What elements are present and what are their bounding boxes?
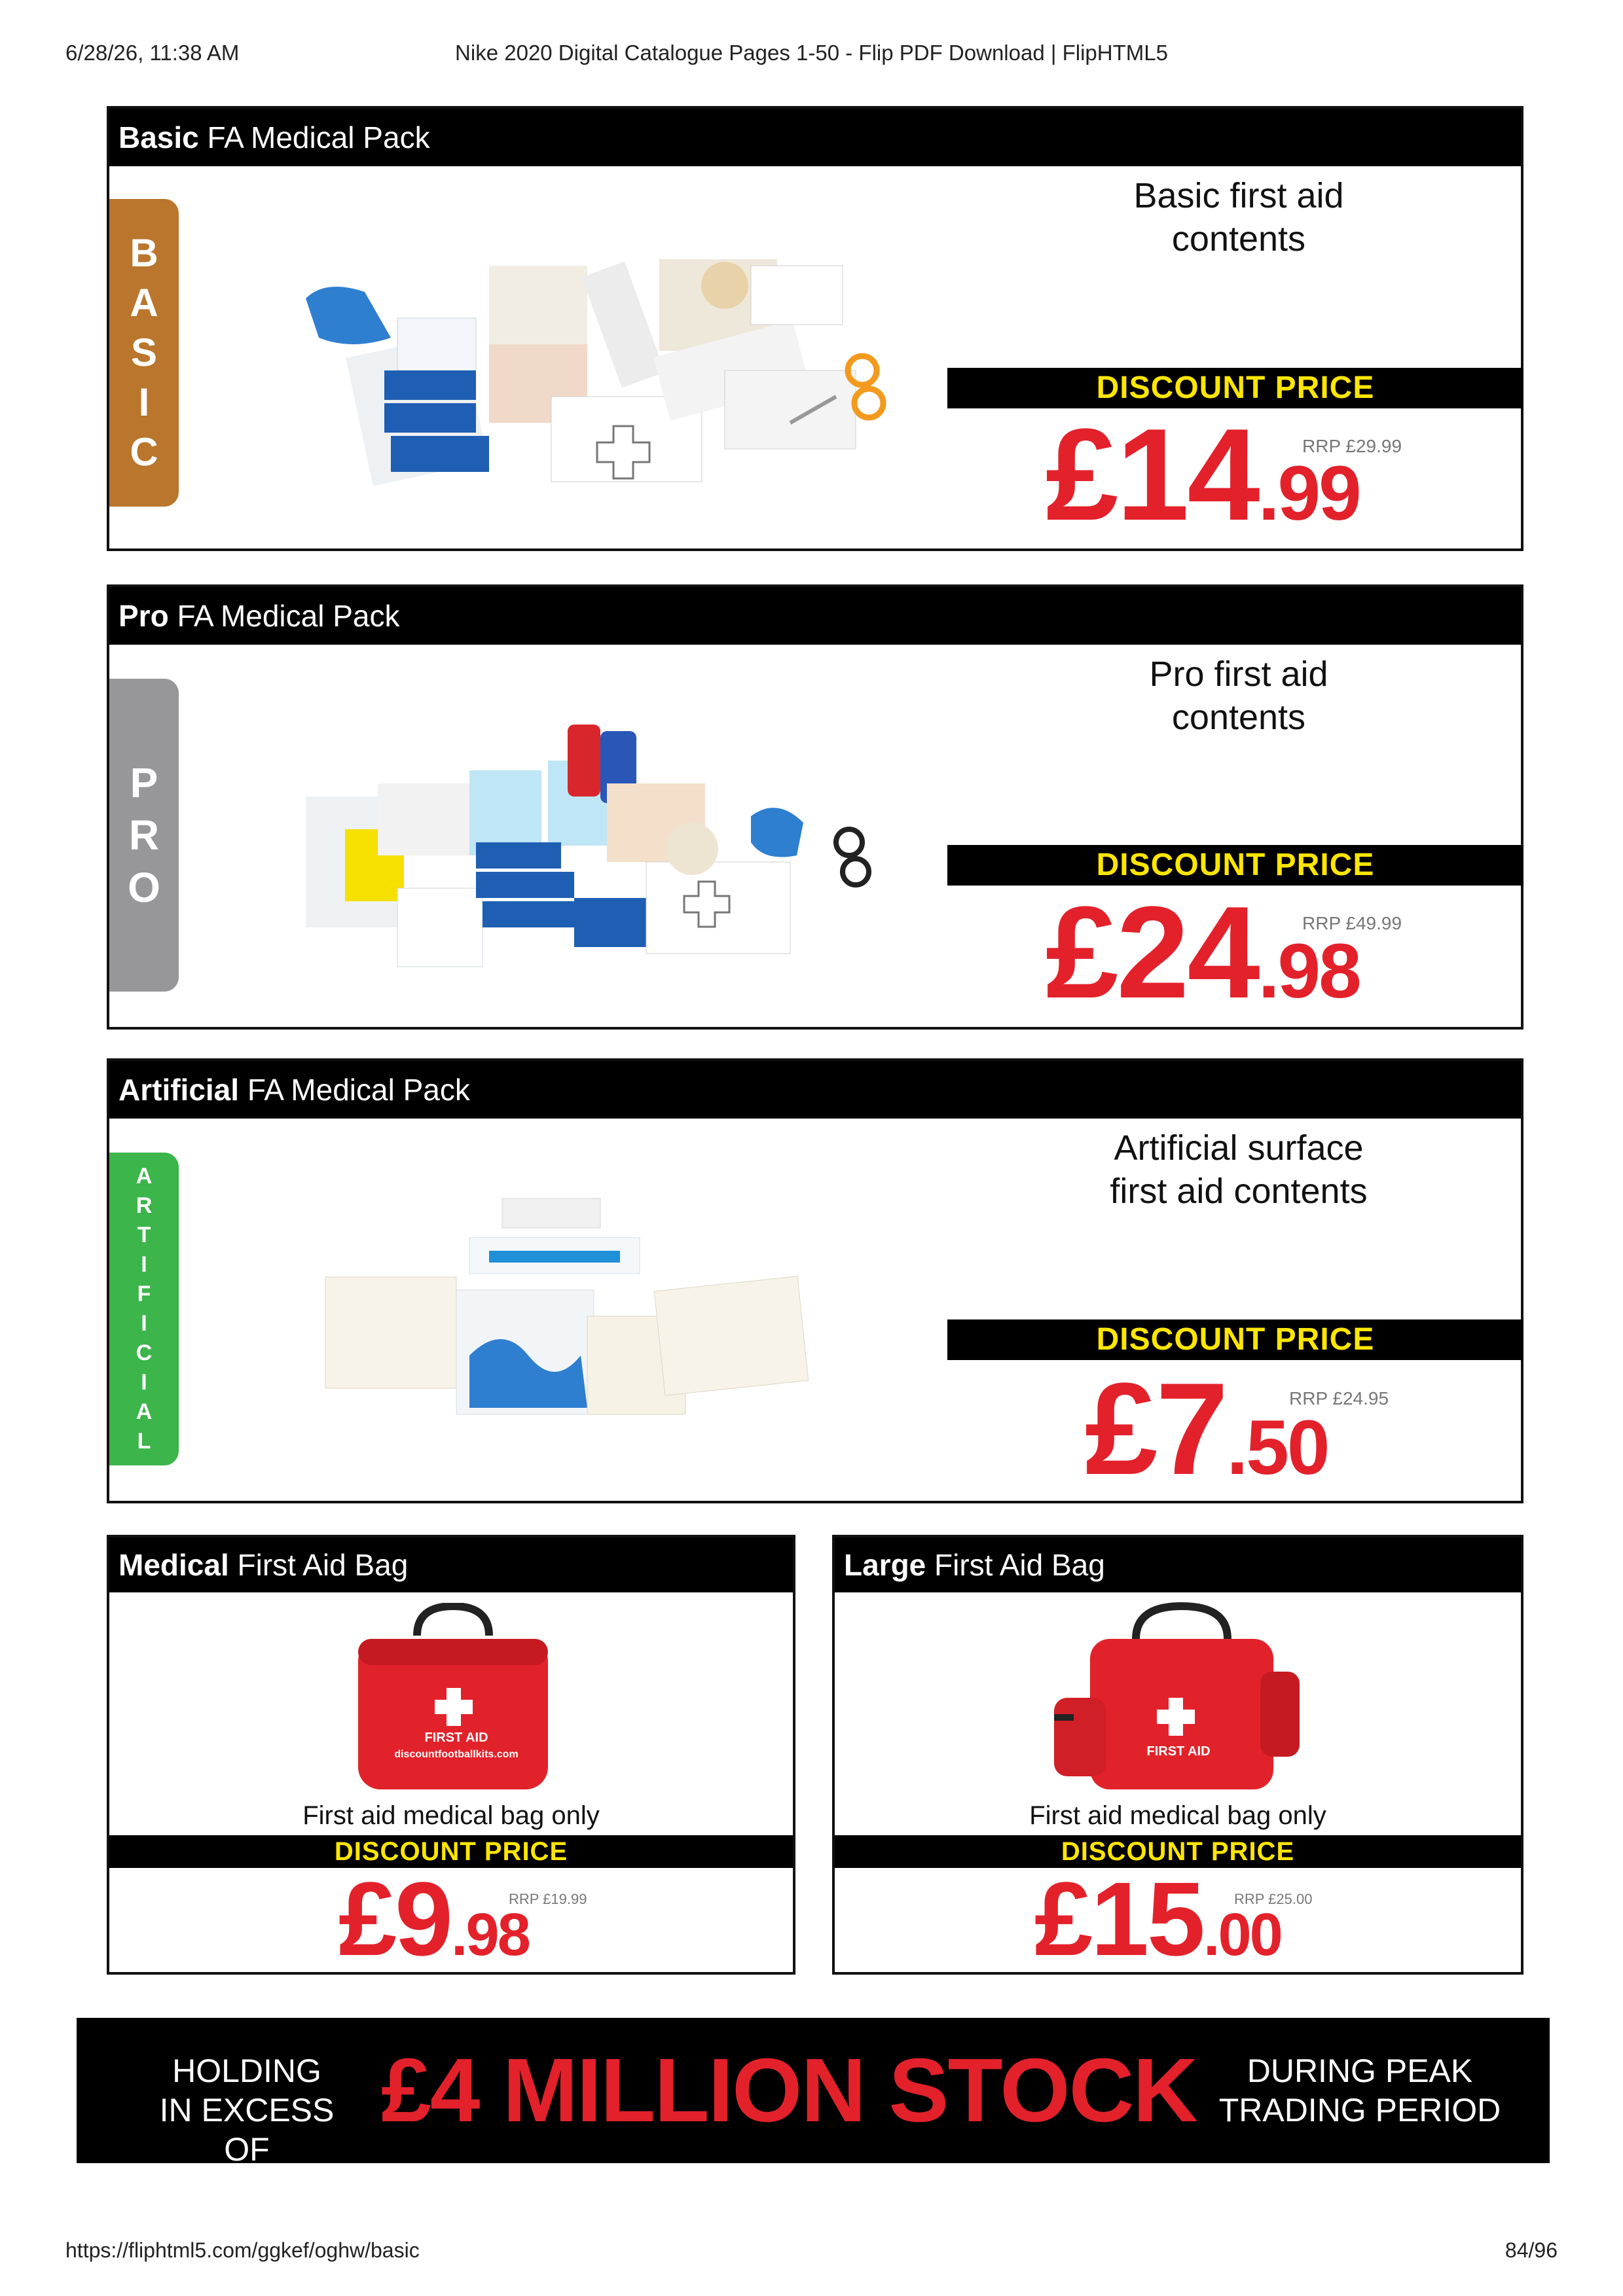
banner-right-text xyxy=(1216,2051,1504,2130)
product-description xyxy=(947,1126,1530,1213)
pro-kit-image xyxy=(293,685,895,980)
card-title-bold: Large xyxy=(844,1548,926,1582)
product-description: First aid medical bag only xyxy=(302,1801,600,1830)
card-title xyxy=(109,587,1521,645)
description-line: Artificial surface xyxy=(1114,1128,1364,1168)
tab-letter: P xyxy=(130,759,158,806)
product-card-artificial xyxy=(107,1058,1523,1503)
discount-price-bar: DISCOUNT PRICE xyxy=(947,1319,1523,1360)
banner-line: DURING PEAK xyxy=(1247,2053,1473,2089)
rrp-price: RRP £29.99 xyxy=(1302,436,1402,456)
tab-letter: F xyxy=(137,1282,151,1306)
discount-price-bar: DISCOUNT PRICE xyxy=(947,845,1523,886)
bag-print-url: discountfootballkits.com xyxy=(394,1749,519,1760)
card-title-rest: FA Medical Pack xyxy=(198,120,430,154)
tab-letter: C xyxy=(136,1340,153,1365)
bag-print-text: FIRST AID xyxy=(424,1731,488,1745)
discount-price-bar: DISCOUNT PRICE xyxy=(109,1835,793,1868)
page-url[interactable]: https://fliphtml5.com/ggkef/oghw/basic xyxy=(65,2238,420,2262)
product-card-medical-bag xyxy=(107,1535,795,1975)
card-title xyxy=(109,1061,1521,1119)
tab-letter: I xyxy=(141,1311,147,1336)
banner-left-text xyxy=(136,2051,358,2169)
price-decimal: .50 xyxy=(1226,1405,1328,1491)
discount-price xyxy=(1046,402,1360,548)
product-card-pro xyxy=(107,584,1523,1030)
category-tab-pro xyxy=(109,679,179,992)
discount-price-bar: DISCOUNT PRICE xyxy=(835,1835,1521,1868)
category-tab-basic xyxy=(109,199,179,507)
price-decimal: .98 xyxy=(450,1901,529,1968)
product-description xyxy=(947,653,1530,739)
description-line: Pro first aid xyxy=(1149,655,1328,694)
banner-line: IN EXCESS OF xyxy=(159,2092,335,2168)
rrp-price: RRP £19.99 xyxy=(509,1891,587,1907)
product-description xyxy=(947,174,1530,260)
banner-headline: £4 MILLION STOCK xyxy=(381,2040,1197,2141)
category-tab-artificial xyxy=(109,1153,179,1465)
tab-letter: R xyxy=(136,1193,153,1218)
page-number: 84/96 xyxy=(1504,2238,1558,2262)
discount-price xyxy=(1046,880,1360,1026)
description-line: Basic first aid xyxy=(1133,176,1344,215)
description-line: contents xyxy=(1171,219,1306,259)
tab-letter: I xyxy=(141,1370,147,1395)
price-main: £14 xyxy=(1046,402,1258,548)
card-title xyxy=(835,1537,1521,1592)
tab-letter: B xyxy=(130,231,158,275)
card-title-bold: Artificial xyxy=(119,1073,240,1107)
card-title-rest: FA Medical Pack xyxy=(168,599,400,633)
product-description: First aid medical bag only xyxy=(1029,1801,1326,1830)
rrp-price: RRP £49.99 xyxy=(1302,913,1402,933)
tab-letter: A xyxy=(136,1164,153,1189)
bag-print-text: FIRST AID xyxy=(1146,1744,1211,1759)
card-title xyxy=(109,1537,793,1592)
page-title: Nike 2020 Digital Catalogue Pages 1-50 - Flip PDF Download | FlipHTML5 xyxy=(455,41,1168,65)
print-datetime: 6/28/26, 11:38 AM xyxy=(65,41,240,65)
large-bag-image xyxy=(1051,1600,1306,1803)
price-decimal: .98 xyxy=(1258,928,1360,1014)
discount-price xyxy=(338,1860,529,1977)
price-main: £9 xyxy=(338,1860,451,1977)
rrp-price: RRP £24.95 xyxy=(1289,1388,1389,1408)
discount-price-bar: DISCOUNT PRICE xyxy=(947,368,1523,408)
medical-bag-image xyxy=(352,1603,555,1799)
price-decimal: .00 xyxy=(1203,1901,1281,1968)
artificial-kit-image xyxy=(306,1192,843,1427)
discount-price xyxy=(1085,1356,1328,1502)
tab-letter: A xyxy=(136,1399,153,1424)
card-title-rest: First Aid Bag xyxy=(228,1548,409,1582)
price-main: £24 xyxy=(1046,880,1258,1026)
tab-letter: L xyxy=(137,1429,151,1454)
basic-kit-image xyxy=(293,240,895,501)
tab-letter: I xyxy=(141,1252,147,1277)
banner-line: TRADING PERIOD xyxy=(1218,2092,1501,2128)
card-title-bold: Basic xyxy=(119,120,199,154)
product-card-basic xyxy=(107,106,1523,551)
stock-banner xyxy=(77,2018,1550,2168)
price-main: £15 xyxy=(1034,1860,1203,1977)
tab-letter: O xyxy=(128,864,160,911)
description-line: first aid contents xyxy=(1110,1172,1368,1211)
tab-letter: I xyxy=(138,380,150,424)
discount-price xyxy=(1034,1860,1281,1977)
card-title-rest: FA Medical Pack xyxy=(239,1073,470,1107)
tab-letter: T xyxy=(137,1223,151,1247)
tab-letter: A xyxy=(130,281,158,325)
card-title-bold: Medical xyxy=(119,1548,229,1582)
rrp-price: RRP £25.00 xyxy=(1234,1891,1313,1907)
card-title xyxy=(109,109,1521,166)
price-decimal: .99 xyxy=(1258,450,1360,537)
banner-line: HOLDING xyxy=(172,2053,321,2089)
price-main: £7 xyxy=(1085,1356,1227,1502)
tab-letter: C xyxy=(130,430,158,474)
tab-letter: S xyxy=(130,331,158,374)
product-card-large-bag xyxy=(832,1535,1523,1975)
tab-letter: R xyxy=(128,812,160,859)
card-title-bold: Pro xyxy=(119,599,169,633)
card-title-rest: First Aid Bag xyxy=(926,1548,1105,1582)
description-line: contents xyxy=(1171,698,1306,737)
